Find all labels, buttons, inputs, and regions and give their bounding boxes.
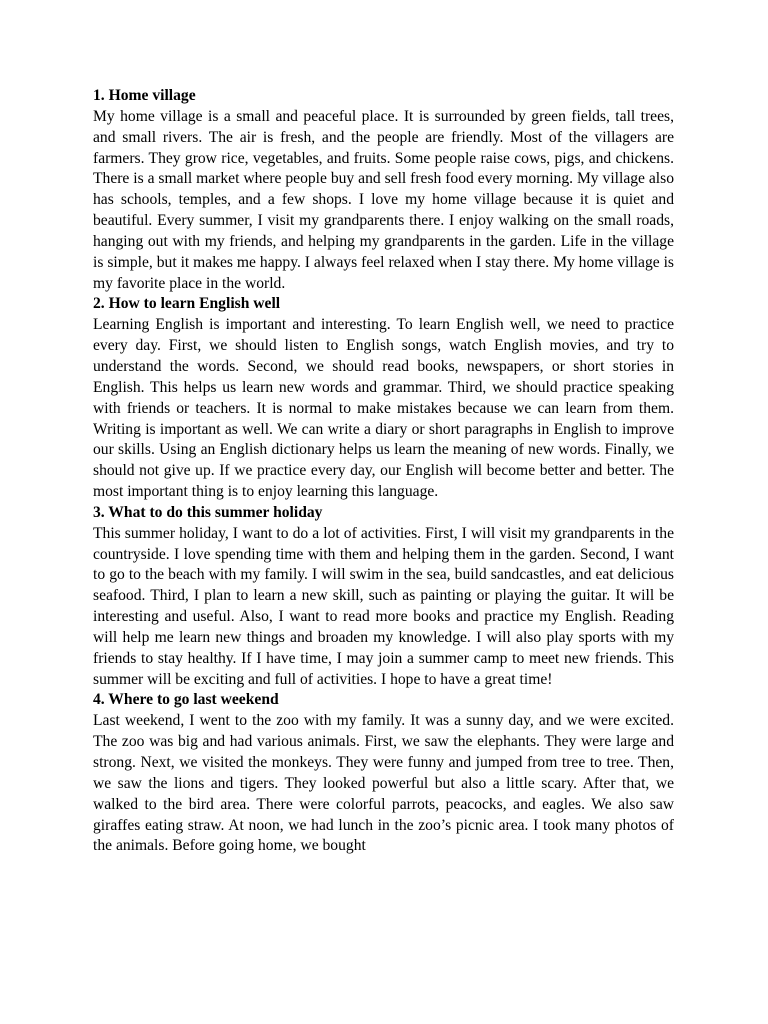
- section-learn-english: [93, 294, 674, 502]
- section-heading: 4. Where to go last weekend: [93, 691, 279, 709]
- section-last-weekend: [93, 690, 674, 857]
- section-paragraph: Last weekend, I went to the zoo with my family. It was a sunny day, and we were excited. The zoo was big and had various animals. First, we saw the elephants. They were large and strong. Next, we visited the monkeys. They were funny and jumped from tree to tree. Then, we saw the lions and tigers. They looked powerful but also a little scary. After that, we walked to the bird area. There were colorful parrots, peacocks, and eagles. We also saw giraffes eating straw. At noon, we had lunch in the zoo’s picnic area. I took many photos of the animals. Before going home, we bought: [93, 712, 674, 855]
- section-heading: 1. Home village: [93, 87, 196, 104]
- section-paragraph: Learning English is important and interesting. To learn English well, we need to practice every day. First, we should listen to English songs, watch English movies, and try to understand the words. Second, we should read books, newspapers, or short stories in English. This helps us learn new words and grammar. Third, we should practice speaking with friends or teachers. It is normal to make mistakes because we can learn from them. Writing is important as well. We can write a diary or short paragraphs in English to improve our skills. Using an English dictionary helps us learn the meaning of new words. Finally, we should not give up. If we practice every day, our English will become better and better. The most important thing is to enjoy learning this language.: [93, 316, 674, 501]
- section-paragraph: My home village is a small and peaceful place. It is surrounded by green fields, tall trees, and small rivers. The air is fresh, and the people are friendly. Most of the villagers are farmers. They grow rice, vegetables, and fruits. Some people raise cows, pigs, and chickens. There is a small market where people buy and sell fresh food every morning. My village also has schools, temples, and a few shops. I love my home village because it is quiet and beautiful. Every summer, I visit my grandparents there. I enjoy walking on the small roads, hanging out with my friends, and helping my grandparents in the garden. Life in the village is simple, but it makes me happy. I always feel relaxed when I stay there. My home village is my favorite place in the world.: [93, 107, 674, 292]
- document-page: [93, 86, 674, 857]
- section-summer-holiday: [93, 503, 674, 691]
- section-heading: 2. How to learn English well: [93, 295, 281, 313]
- section-paragraph: This summer holiday, I want to do a lot of activities. First, I will visit my grandparents in the countryside. I love spending time with them and helping them in the garden. Second, I want to go to the beach with my family. I will swim in the sea, build sandcastles, and eat delicious seafood. Third, I plan to learn a new skill, such as painting or playing the guitar. It will be interesting and useful. Also, I want to read more books and practice my English. Reading will help me learn new things and broaden my knowledge. I will also play sports with my friends to stay healthy. If I have time, I may join a summer camp to meet new friends. This summer will be exciting and full of activities. I hope to have a great time!: [93, 524, 674, 688]
- section-home-village: [93, 86, 674, 294]
- section-heading: 3. What to do this summer holiday: [93, 503, 323, 521]
